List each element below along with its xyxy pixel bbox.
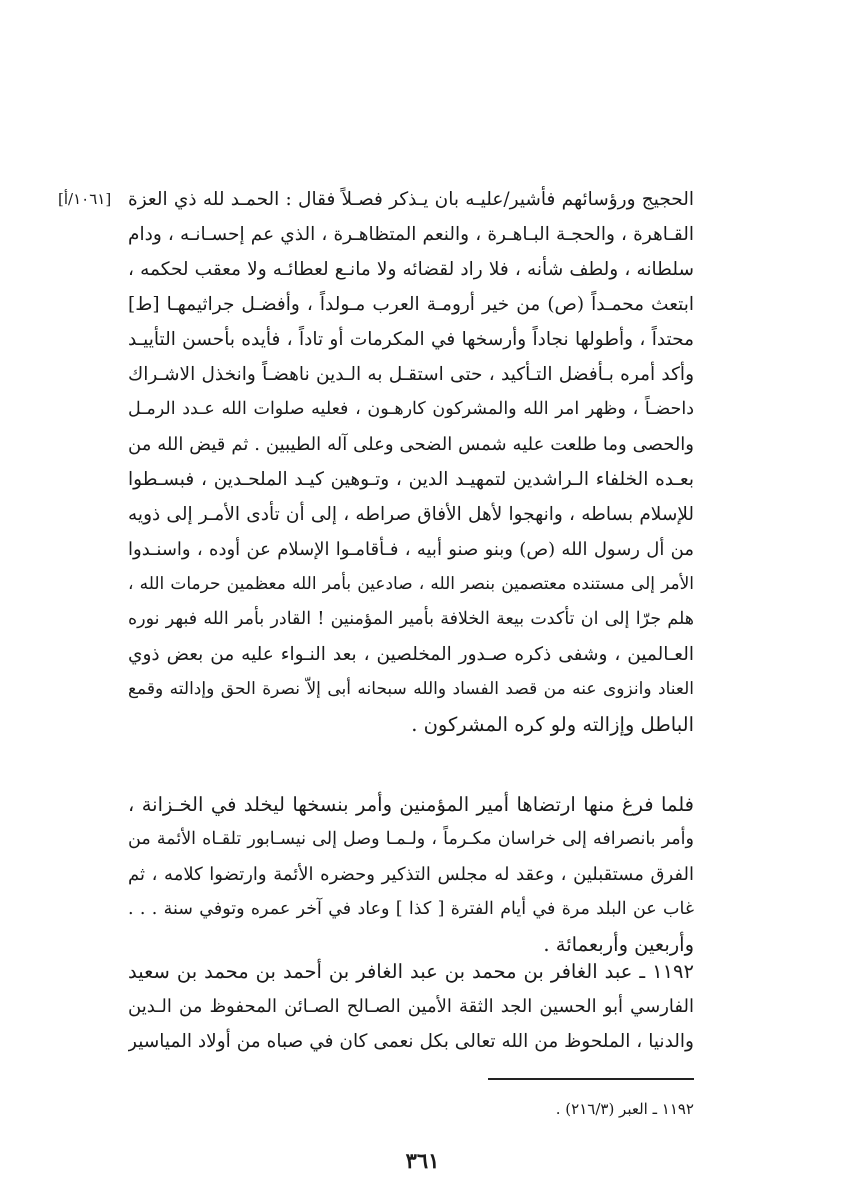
page-number: ٣٦١ (405, 1148, 440, 1173)
text-line: القـاهرة ، والحجـة البـاهـرة ، والنعم المتظاهـرة ، الذي عم إحسـانـه ، ودام (128, 224, 694, 245)
text-line: للإسلام بساطه ، وانهجوا لأهل الأفاق صراطه ، إلى أن تأدى الأمـر إلى ذويه (128, 504, 694, 525)
text-line: بعـده الخلفاء الـراشدين لتمهيـد الدين ، وتـوهين كيـد الملحـدين ، فبسـطوا (128, 469, 694, 490)
text-line: وأمر بانصرافه إلى خراسان مكـرماً ، ولـمـا وصل إلى نيسـابور تلقـاه الأئمة من (128, 829, 694, 849)
text-line: سلطانه ، ولطف شأنه ، فلا راد لقضائه ولا مانـع لعطائـه ولا معقب لحكمه ، (128, 259, 694, 280)
text-line: العـالمين ، وشفى ذكره صـدور المخلصين ، بعد النـواء عليه من بعض ذوي (128, 644, 694, 665)
text-line: فلما فرغ منها ارتضاها أمير المؤمنين وأمر بنسخها ليخلد في الخـزانة ، (128, 793, 694, 816)
paragraph-entry-1192 (128, 954, 694, 1059)
text-line: الباطل وإزالته ولو كره المشركون . (411, 713, 694, 736)
text-line: الحجيج ورؤسائهم فأشير/عليـه بان يـذكر فصـلاً فقال : الحمـد لله ذي العزة (128, 189, 694, 210)
footnote-separator (488, 1078, 694, 1080)
text-line: والدنيا ، الملحوظ من الله تعالى بكل نعمى كان في صباه من أولاد المياسير (128, 1031, 694, 1052)
text-line: والحصى وما طلعت عليه شمس الضحى وعلى آله الطيبين . ثم قيض الله من (128, 434, 694, 455)
text-line: وأكد أمره بـأفضل التـأكيد ، حتى استقـل به الـدين ناهضـاً وانخذل الاشـراك (128, 364, 694, 385)
paragraph-2 (128, 787, 694, 962)
text-line: محتداً ، وأطولها نجاداً وأرسخها في المكرمات أو تاداً ، فأيده بأحسن التأييـد (128, 329, 694, 350)
text-line: ١١٩٢ ـ عبد الغافر بن محمد بن عبد الغافر بن أحمد بن محمد بن سعيد (128, 960, 694, 983)
text-line: الأمر إلى مستنده معتصمين بنصر الله ، صادعين بأمر الله معظمين حرمات الله ، (128, 574, 694, 594)
text-line: الفرق مستقبلين ، وعقد له مجلس التذكير وحضره الأئمة وارتضوا كلامه ، ثم (128, 864, 694, 885)
text-line: داحضـاً ، وظهر امر الله والمشركون كارهـون ، فعليه صلوات الله عـدد الرمـل (128, 399, 694, 419)
text-line: الفارسي أبو الحسين الجد الثقة الأمين الصـالح الصـائن المحفوظ من الـدين (128, 996, 694, 1017)
text-line: العناد وانزوى عنه من قصد الفساد والله سبحانه أبى إلاّ نصرة الحق وإدالته وقمع (128, 679, 694, 699)
text-line: ابتعث محمـداً (ص) من خير أرومـة العرب مـولداً ، وأفضـل جراثيمهـا [ط] (128, 294, 694, 315)
footnote: ١١٩٢ ـ العبر (٢١٦/٣) . (555, 1100, 694, 1118)
text-line: من أل رسول الله (ص) وبنو صنو أبيه ، فـأقامـوا الإسلام عن أوده ، واسنـدوا (128, 539, 694, 560)
text-line: غاب عن البلد مرة في أيام الفترة [ كذا ] وعاد في آخر عمره وتوفي سنة . . . (128, 899, 694, 919)
text-line: وأربعين وأربعمائة . (543, 933, 694, 956)
margin-folio-reference: [١٠٦١/أ] (58, 190, 112, 208)
paragraph-1 (128, 182, 694, 742)
text-line: هلم جرّا إلى ان تأكدت بيعة الخلافة بأمير المؤمنين ! القادر بأمر الله فبهر نوره (128, 609, 694, 629)
